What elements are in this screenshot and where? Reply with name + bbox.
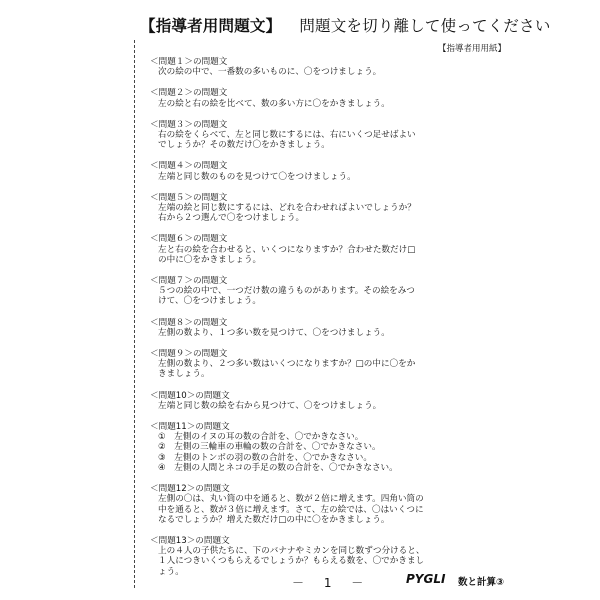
problem-heading: ＜問題７＞の問題文: [150, 276, 228, 287]
problem-text-line: でしょうか？その数だけ〇をかきましょう。: [158, 140, 330, 151]
problem-heading: ＜問題11＞の問題文: [150, 422, 230, 433]
title-instructor: 【指導者用問題文】: [140, 17, 282, 35]
problem-block: [150, 422, 450, 473]
problem-text-line: の中に〇をかきましょう。: [158, 254, 262, 265]
problem-block: [150, 349, 450, 380]
problem-block: [150, 57, 450, 77]
sheet-label: 【指導者用用紙】: [437, 44, 506, 54]
problem-block: [150, 193, 450, 224]
problem-block: [150, 88, 450, 108]
book-title: 数と計算③: [458, 577, 505, 588]
problem-text-line: きましょう。: [158, 369, 210, 380]
problem-block: [150, 276, 450, 307]
problem-heading: ＜問題８＞の問題文: [150, 317, 228, 328]
cut-line: [134, 40, 135, 588]
problem-text-line: 左端の絵と同じ数にするには、どれを合わせればよいでしょうか？: [158, 203, 416, 214]
problem-text-line: ③ 左側のトンボの羽の数の合計を、〇でかきなさい。: [158, 452, 372, 463]
problem-heading: ＜問題３＞の問題文: [150, 119, 228, 130]
title-instruction: 問題文を切り離して使ってください: [299, 17, 551, 35]
problem-block: [150, 536, 450, 577]
problem-text-line: 左の絵と右の絵を比べて、数の多い方に〇をかきましょう。: [158, 98, 390, 109]
problem-text-line: 左端と同じ数の絵を右から見つけて、〇をつけましょう。: [158, 400, 382, 411]
problem-heading: ＜問題５＞の問題文: [150, 192, 228, 203]
publisher-logo: PYGLI: [406, 572, 446, 586]
problem-text-line: 次の絵の中で、一番数の多いものに、〇をつけましょう。: [158, 67, 382, 78]
problem-block: [150, 318, 450, 338]
problem-text-line: 左側の数より、１つ多い数を見つけて、〇をつけましょう。: [158, 327, 390, 338]
problem-text-line: 左側の数より、２つ多い数はいくつになりますか？□の中に〇をか: [158, 359, 416, 370]
problem-text-line: ④ 左側の人間とネコの手足の数の合計を、〇でかきなさい。: [158, 462, 398, 473]
problem-block: [150, 234, 450, 265]
problem-list: [150, 57, 450, 588]
problem-text-line: 左側の〇は、丸い筒の中を通ると、数が２倍に増えます。四角い筒の: [158, 494, 424, 505]
problem-block: [150, 484, 450, 525]
problem-text-line: 上の４人の子供たちに、下のバナナやミカンを同じ数ずつ分けると、: [158, 546, 425, 557]
problem-text-line: ② 左側の三輪車の車輪の数の合計を、〇でかきなさい。: [158, 442, 381, 453]
page-title: [140, 14, 551, 36]
problem-text-line: 左端と同じ数のものを見つけて〇をつけましょう。: [158, 171, 356, 182]
problem-text-line: けて、〇をつけましょう。: [158, 296, 261, 307]
problem-heading: ＜問題13＞の問題文: [150, 535, 230, 546]
problem-heading: ＜問題４＞の問題文: [150, 161, 228, 172]
problem-text-line: １人につきいくつもらえるでしょうか？もらえる数を、〇でかきまし: [158, 556, 425, 567]
problem-heading: ＜問題９＞の問題文: [150, 349, 228, 360]
problem-block: [150, 120, 450, 151]
problem-heading: ＜問題６＞の問題文: [150, 234, 228, 245]
problem-text-line: ① 左側のイヌの耳の数の合計を、〇でかきなさい。: [158, 432, 364, 443]
problem-text-line: 中を通ると、数が３倍に増えます。さて、左の絵では、〇はいくつに: [158, 504, 424, 515]
problem-text-line: 左と右の絵を合わせると、いくつになりますか？合わせた数だけ□: [158, 244, 416, 255]
page-number: － 1 －: [292, 576, 372, 590]
problem-text-line: ょう。: [158, 566, 184, 577]
problem-text-line: 右から２つ選んで〇をつけましょう。: [158, 213, 305, 224]
problem-text-line: ５つの絵の中で、一つだけ数の違うものがあります。その絵をみつ: [158, 286, 415, 297]
problem-block: [150, 161, 450, 181]
problem-text-line: 右の絵をくらべて、左と同じ数にするには、右にいくつ足せばよい: [158, 130, 416, 141]
problem-heading: ＜問題10＞の問題文: [150, 390, 230, 401]
problem-heading: ＜問題12＞の問題文: [150, 484, 230, 495]
problem-text-line: なるでしょうか？増えた数だけ□の中に〇をかきましょう。: [158, 514, 390, 525]
problem-heading: ＜問題２＞の問題文: [150, 88, 228, 99]
problem-block: [150, 391, 450, 411]
problem-heading: ＜問題１＞の問題文: [150, 57, 228, 67]
